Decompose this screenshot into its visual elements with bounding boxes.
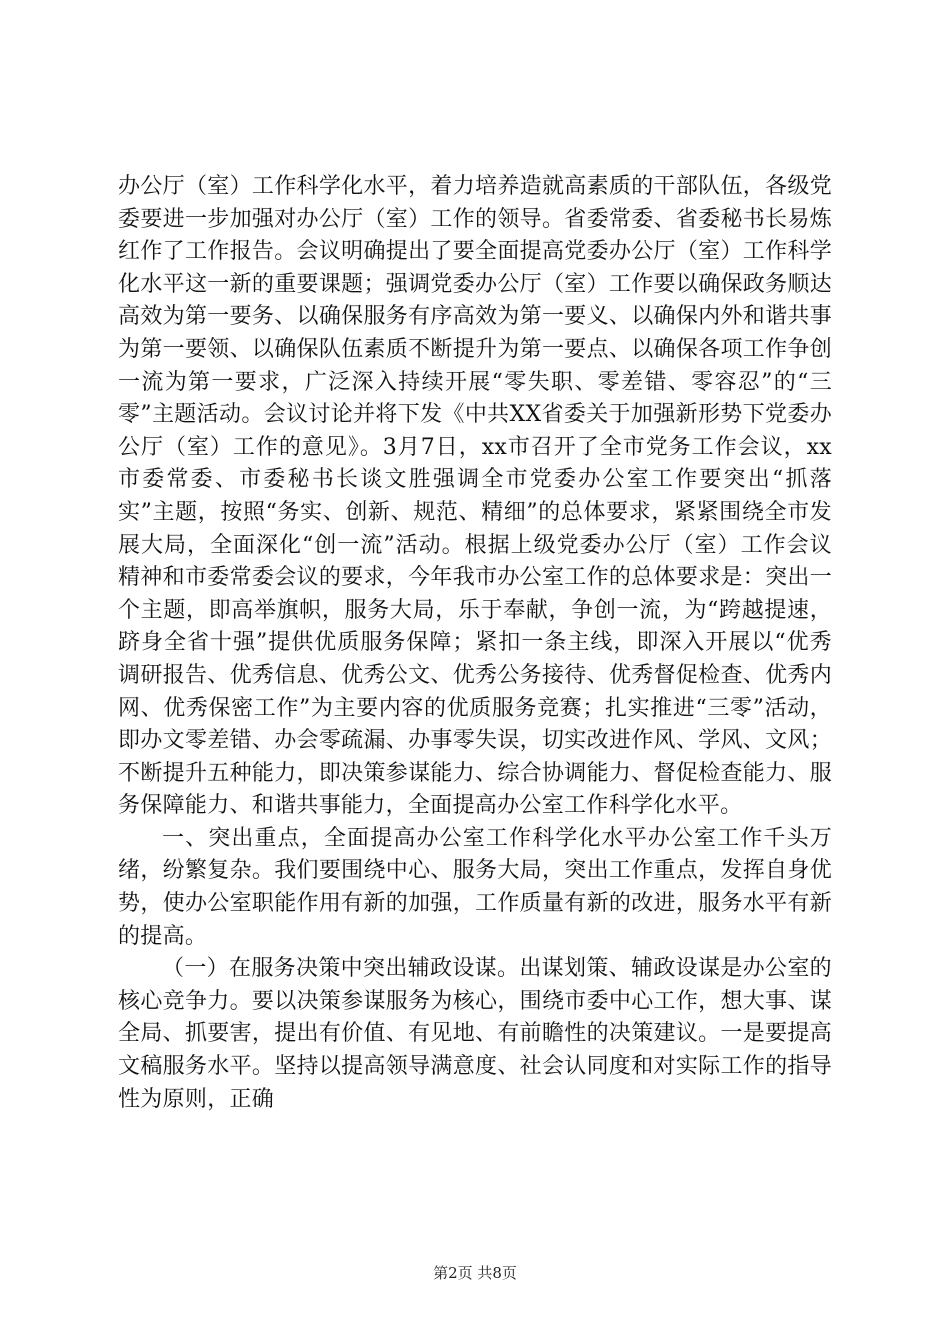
paragraph-subsection-one: （一）在服务决策中突出辅政设谋。出谋划策、辅政设谋是办公室的核心竞争力。要以决策参谋服务为核心，围绕市委中心工作，想大事、谋全局、抓要害，提出有价值、有见地、有前瞻性的决策建议。一是要提高文稿服务水平。坚持以提高领导满意度、社会认同度和对实际工作的指导性为原则，正确 <box>118 956 832 1112</box>
paragraph-section-one: 一、突出重点，全面提高办公室工作科学化水平办公室工作千头万绪，纷繁复杂。我们要围绕中心、服务大局，突出工作重点，发挥自身优势，使办公室职能作用有新的加强，工作质量有新的改进，服务水平有新的提高。 <box>118 825 832 949</box>
page-number: 第2页 共8页 <box>433 1264 517 1282</box>
document-body <box>118 171 832 1116</box>
paragraph-continuation: 办公厅（室）工作科学化水平，着力培养造就高素质的干部队伍，各级党委要进一步加强对办公厅（室）工作的领导。省委常委、省委秘书长易炼红作了工作报告。会议明确提出了要全面提高党委办公厅（室）工作科学化水平这一新的重要课题；强调党委办公厅（室）工作要以确保政务顺达高效为第一要务、以确保服务有序高效为第一要义、以确保内外和谐共事为第一要领、以确保队伍素质不断提升为第一要点、以确保各项工作争创一流为第一要求，广泛深入持续开展“零失职、零差错、零容忍”的“三零”主题活动。会议讨论并将下发《中共XX省委关于加强新形势下党委办公厅（室）工作的意见》。3月7日，xx市召开了全市党务工作会议，xx市委常委、市委秘书长谈文胜强调全市党委办公室工作要突出“抓落实”主题，按照“务实、创新、规范、精细”的总体要求，紧紧围绕全市发展大局，全面深化“创一流”活动。根据上级党委办公厅（室）工作会议精神和市委常委会议的要求，今年我市办公室工作的总体要求是：突出一个主题，即高举旗帜，服务大局，乐于奉献，争创一流，为“跨越提速，跻身全省十强”提供优质服务保障；紧扣一条主线，即深入开展以“优秀调研报告、优秀信息、优秀公文、优秀公务接待、优秀督促检查、优秀内网、优秀保密工作”为主要内容的优质服务竞赛；扎实推进“三零”活动，即办文零差错、办会零疏漏、办事零失误，切实改进作风、学风、文风；不断提升五种能力，即决策参谋能力、综合协调能力、督促检查能力、服务保障能力、和谐共事能力，全面提高办公室工作科学化水平。 <box>118 174 832 819</box>
page-footer <box>0 1262 950 1283</box>
